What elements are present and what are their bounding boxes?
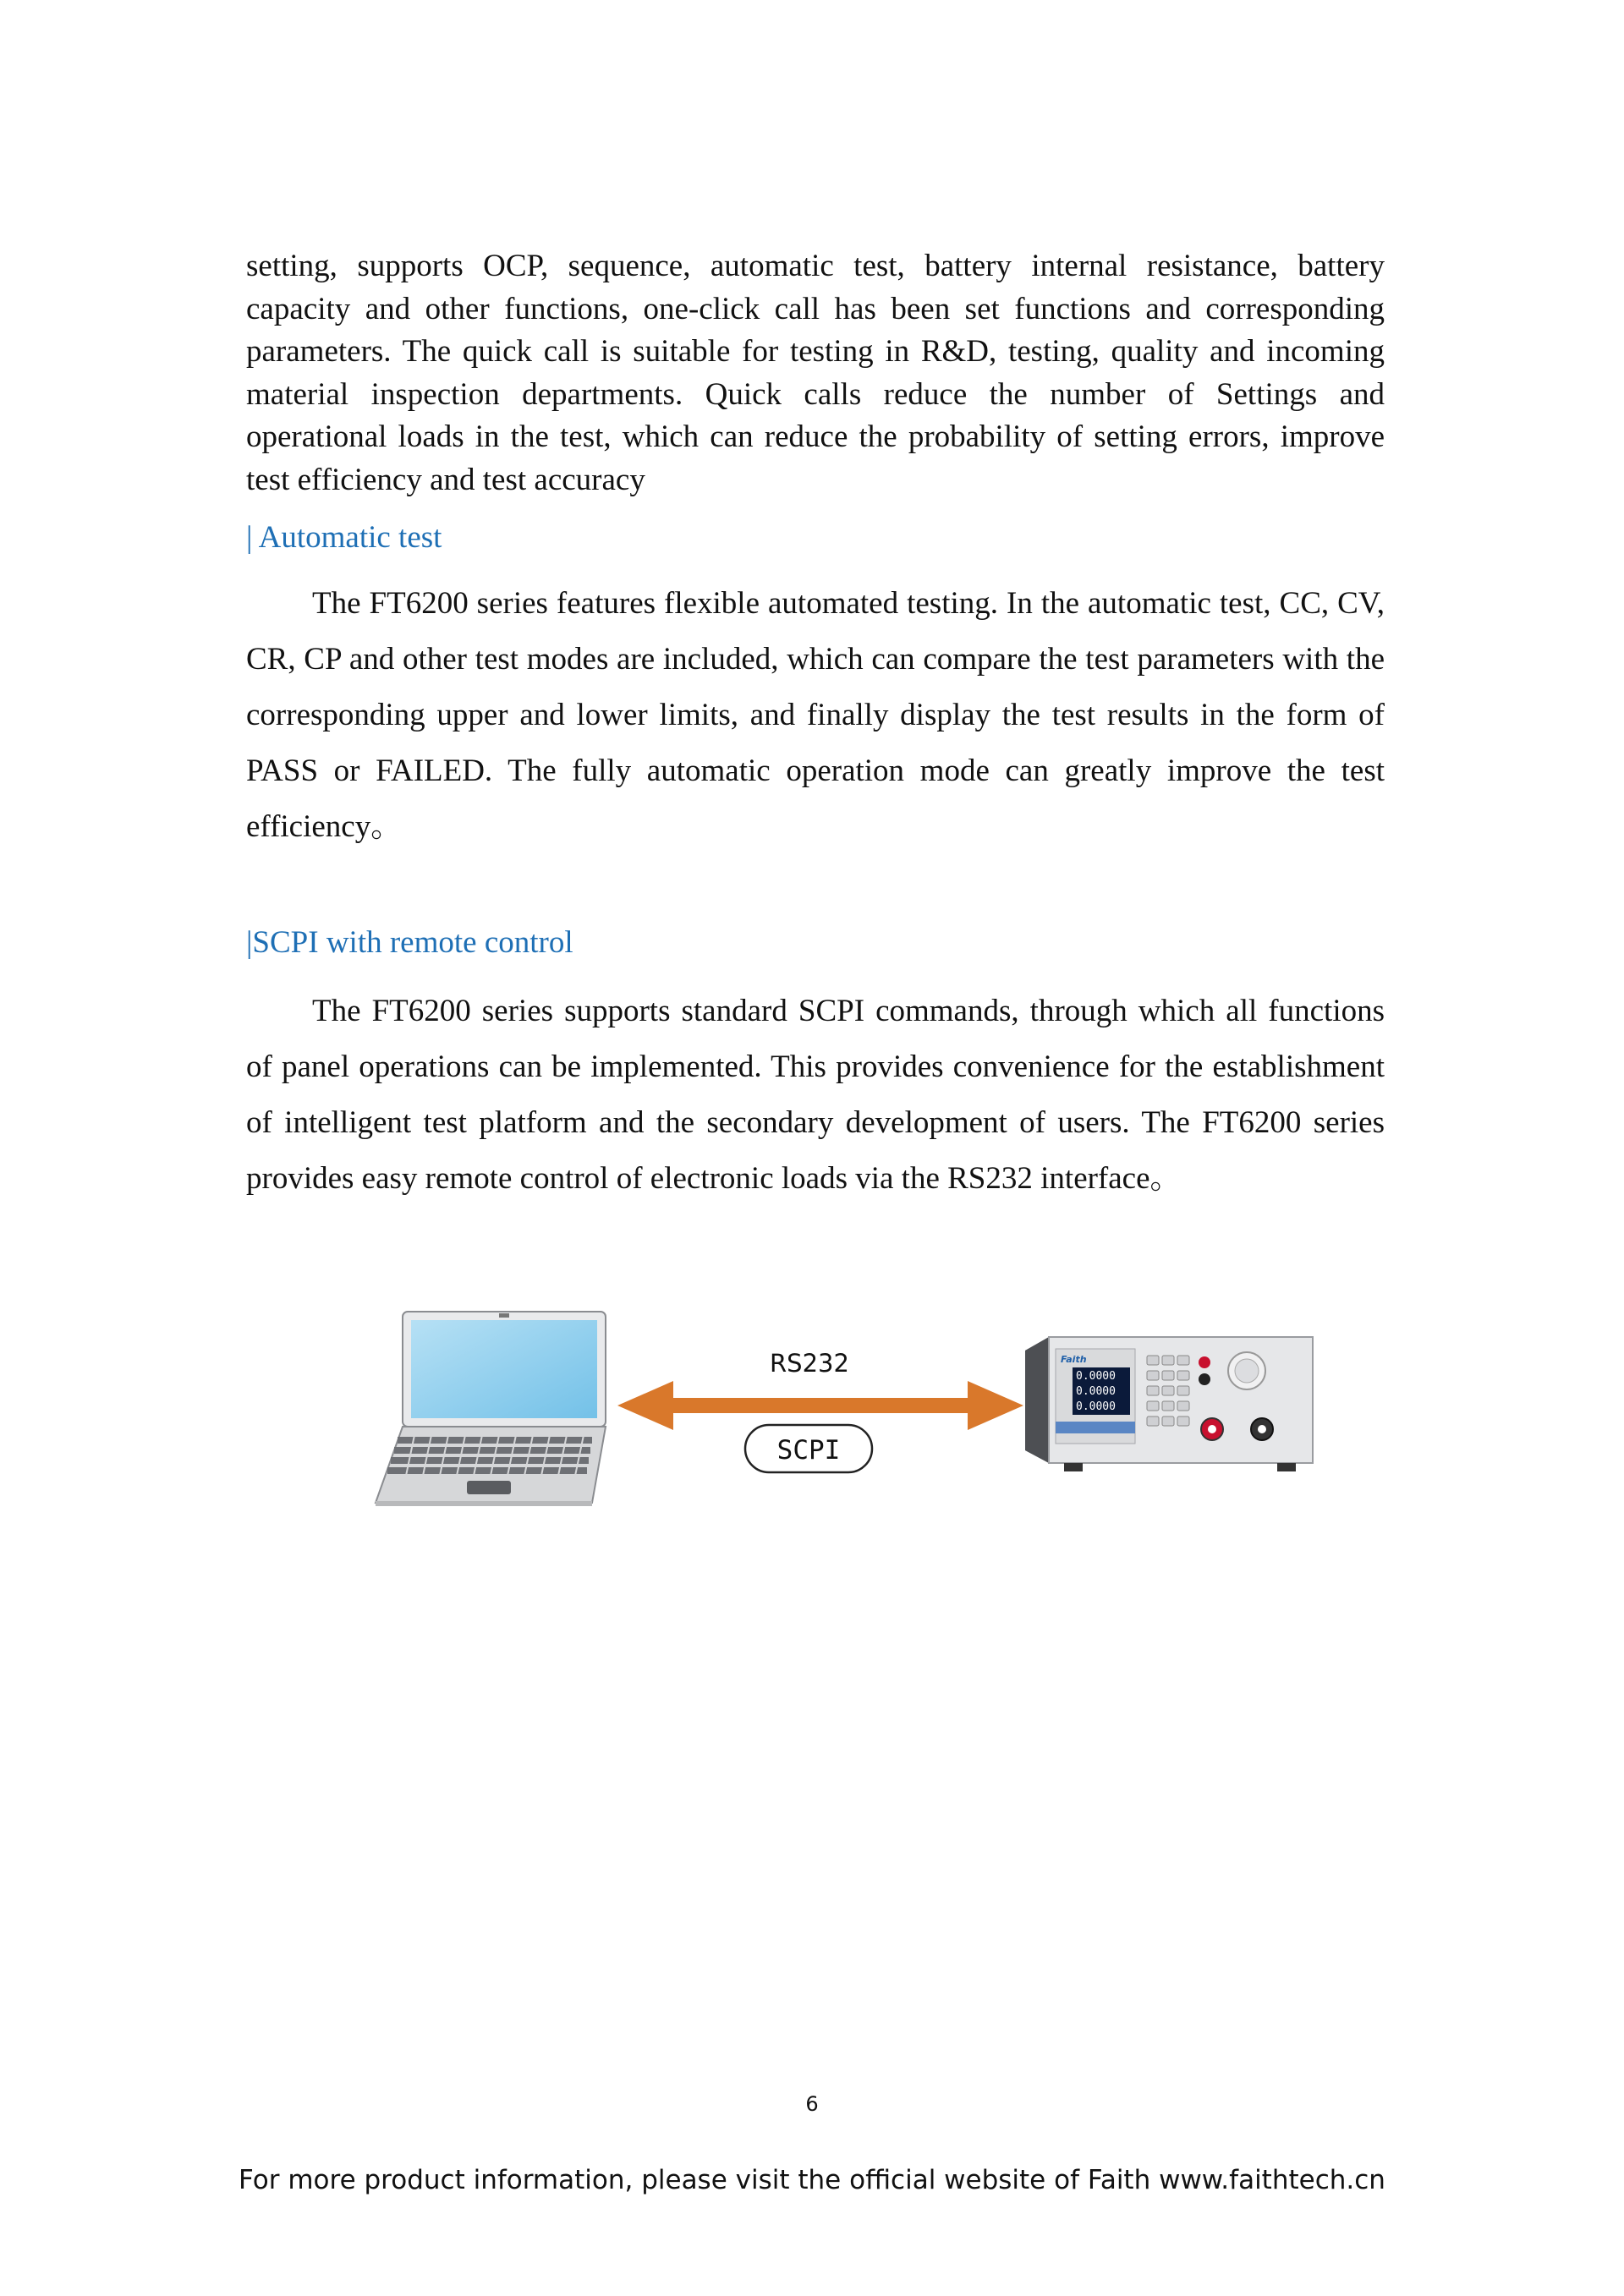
scpi-label: SCPI <box>776 1435 841 1466</box>
device-brand: Faith <box>1061 1354 1087 1365</box>
device-reading-1: 0.0000 <box>1076 1370 1116 1383</box>
double-arrow-icon <box>617 1381 1023 1430</box>
rs232-label: RS232 <box>770 1349 849 1378</box>
footer-text: For more product information, please visit the official website of Faith www.faithtech.cn <box>239 2165 1385 2195</box>
electronic-load-icon <box>1025 1337 1313 1471</box>
section-heading-automatic-test: | Automatic test <box>246 520 442 555</box>
intro-paragraph: setting, supports OCP, sequence, automatic test, battery internal resistance, battery capacity and other functions, one-click call has been set functions and corresponding parameters. The quick call is suitable for testing in R&D, testing, quality and incoming material inspection departments. Quick calls reduce the number of Settings and operational loads in the test, which can reduce the probability of setting errors, improve test efficiency and test accuracy <box>246 249 1385 497</box>
automatic-test-paragraph: The FT6200 series features flexible automated testing. In the automatic test, CC, CV, CR, CP and other test modes are included, which can compare the test parameters with the corresponding upper and lower limits, and finally display the test results in the form of PASS or FAILED. The fully automatic operation mode can greatly improve the test efficiency。 <box>246 586 1385 844</box>
section-heading-scpi: |SCPI with remote control <box>246 925 573 960</box>
scpi-paragraph: The FT6200 series supports standard SCPI commands, through which all functions of panel operations can be implemented. This provides convenience for the establishment of intelligent test platform and the secondary development of users. The FT6200 series provides easy remote control of electronic loads via the RS232 interface。 <box>246 994 1385 1196</box>
laptop-icon <box>376 1312 606 1506</box>
page-number: 6 <box>805 2092 819 2116</box>
device-reading-3: 0.0000 <box>1076 1400 1116 1413</box>
rs232-connection-diagram <box>372 1307 1320 1510</box>
device-reading-2: 0.0000 <box>1076 1385 1116 1398</box>
